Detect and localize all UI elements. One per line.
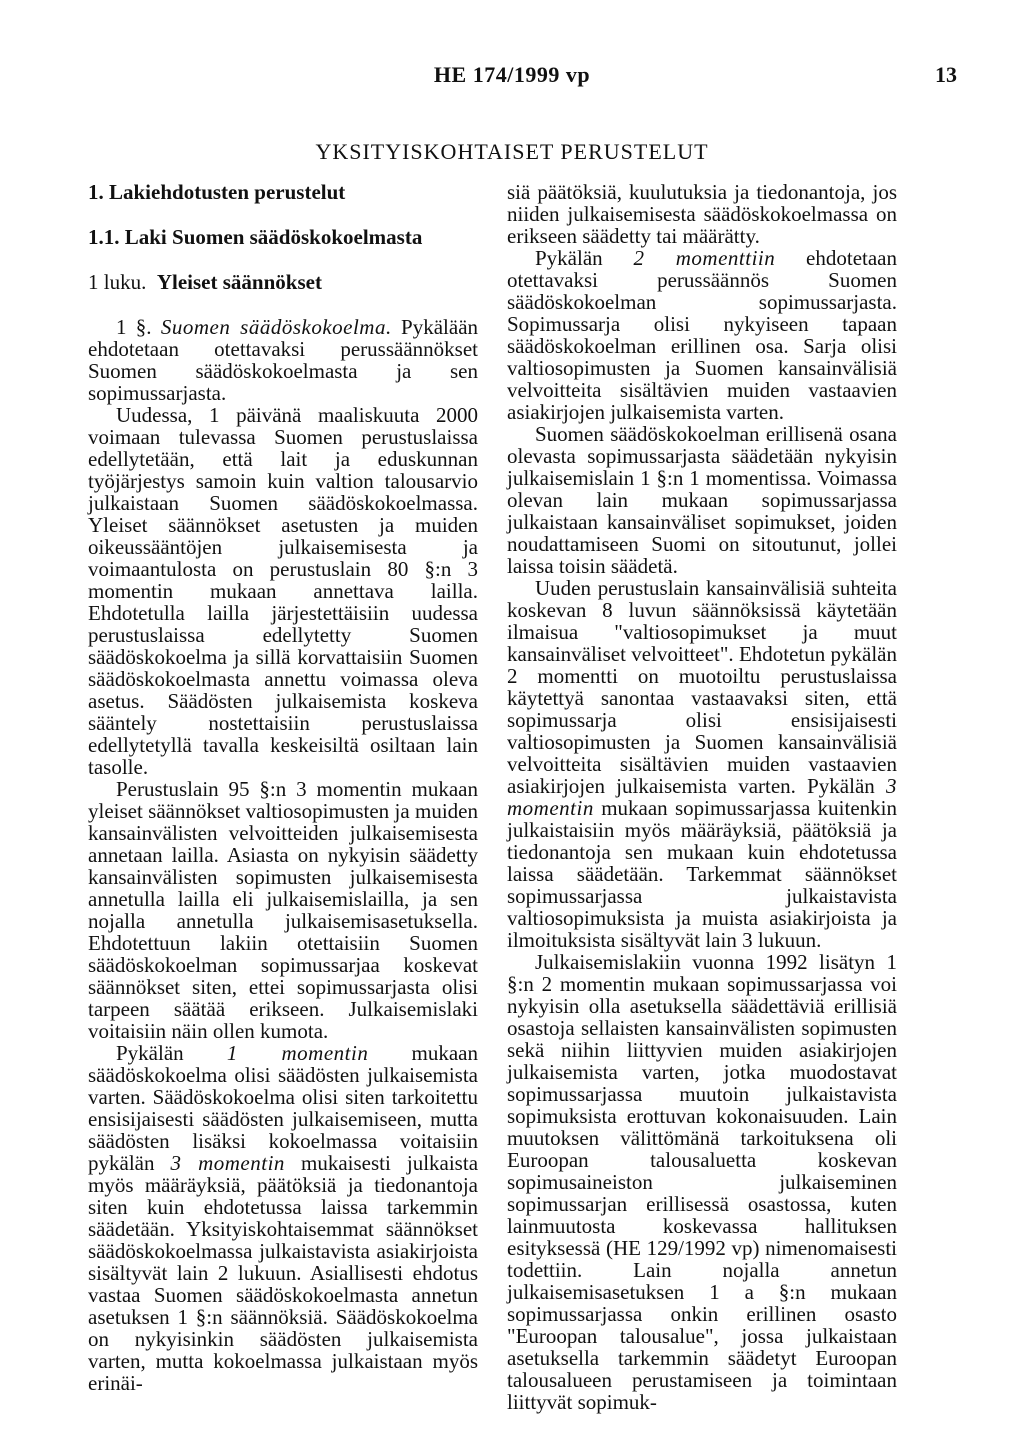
chapter-title: Yleiset säännökset (156, 270, 322, 294)
italic-term: 2 momenttiin (633, 246, 776, 270)
heading-level-1: 1. Lakiehdotusten perustelut (88, 180, 346, 204)
section-sign-label: 1 §. (116, 315, 152, 339)
italic-term: 3 momentin (507, 774, 898, 820)
paragraph: Perustuslain 95 §:n 3 momentin mukaan yleiset säännökset valtiosopimusten ja muiden kansainvälisten velvoitteiden julkaisemisesta annetaan lailla. Asiasta on nykyisin säädetty kansainvälisten sopimusten julkaisemisesta annetulla lailla eli julkaisemislailla, ja sen nojalla annetulla julkaisemisasetuksella. Ehdotettuun lakiin otettaisiin Suomen säädöskokoelman sopimussarjaa koskevat säännökset siten, ettei sopimussarjasta olisi tarpeen säätää erikseen. Julkaisemislaki voitaisiin näin ollen kumota. (88, 777, 478, 1043)
paragraph: Uudessa, 1 päivänä maaliskuuta 2000 voimaan tulevassa Suomen perustuslaissa edellytetään, että lait ja eduskunnan työjärjestys samoin kuin valtion talousarvio julkaistaan Suomen säädöskokoelmassa. Yleiset säännökset asetusten ja muiden oikeussääntöjen julkaisemisesta ja voimaantulosta on perustuslain 80 §:n 3 momentin mukaan annettava lailla. Ehdotetulla lailla järjestettäisiin uudessa perustuslaissa edellytetty Suomen säädöskokoelma ja sillä korvattaisiin Suomen säädöskokoelmasta annettu voimassa oleva asetus. Säädösten julkaisemista koskeva sääntely nostettaisiin perustuslaissa edellytetyllä tavalla keskeisiltä osiltaan lain tasolle. (88, 403, 478, 779)
paragraph-text: Pykälään ehdotetaan otettavaksi perussäännökset Suomen säädöskokoelmasta ja sen sopimussarjasta. (88, 315, 479, 405)
paragraph-text: Uuden perustuslain kansainvälisiä suhteita koskevan 8 luvun säännöksissä käytetään ilmaisua "valtiosopimukset ja muut kansainväliset velvoitteet". Ehdotetun pykälän 2 momentti on muotoiltu perustuslaissa käytettyä sanontaa vastaavaksi siten, että sopimussarja olisi ensisijaisesti valtiosopimusten ja Suomen kansainvälisiä velvoitteita sisältävien muiden vastaavien asiakirjojen julkaisemista varten. Pykälän (507, 576, 897, 798)
paragraph: siä päätöksiä, kuulutuksia ja tiedonantoja, jos niiden julkaisemisesta säädöskokoelmassa on erikseen säädetty tai määrätty. (507, 180, 897, 248)
paragraph: Suomen säädöskokoelman erillisenä osana olevasta sopimussarjasta säädetään nykyisin julkaisemislain 1 §:n 1 momentissa. Voimassa olevan lain mukaan sopimussarjassa julkaistaan kansainväliset sopimukset, joiden noudattamiseen Suomi on sitoutunut, jollei laissa toisin säädetä. (507, 422, 897, 578)
heading-level-3 (88, 271, 478, 293)
paragraph-text: ehdotetaan otettavaksi perussäännös Suomen säädöskokoelman sopimussarjasta. Sopimussarja olisi nykyiseen tapaan säädöskokoelman erillinen osa. Sarja olisi valtiosopimusten ja Suomen kansainvälisiä velvoitteita sisältävien muiden vastaavien asiakirjojen julkaisemista varten. (507, 246, 897, 424)
section-italic-title: Suomen säädöskokoelma. (160, 315, 392, 339)
paragraph (88, 1042, 478, 1394)
right-column (507, 181, 897, 1413)
paragraph-text: mukaisesti julkaista myös määräyksiä, päätöksiä ja tiedonantoja siten kuin ehdotetussa laissa tarkemmin säädetään. Yksityiskohtaisemmat säännökset säädöskokoelmassa julkaistavista asiakirjoista sisältyvät lain 2 lukuun. Asiallisesti ehdotus vastaa Suomen säädöskokoelmasta annetun asetuksen 1 §:n säännöksiä. Säädöskokoelma on nykyisinkin säädösten julkaisemista varten, mutta kokoelmassa julkaistaan myös erinäi- (88, 1151, 479, 1395)
paragraph-text: mukaan säädöskokoelma olisi säädösten julkaisemista varten. Säädöskokoelma olisi siten tarkoitettu ensisijaisesti säädösten julkaisemiseen, mutta säädösten lisäksi kokoelmassa voitaisiin pykälän (88, 1041, 479, 1175)
chapter-number: 1 luku. (88, 270, 147, 294)
paragraph (507, 577, 897, 951)
page-number: 13 (935, 62, 957, 87)
paragraph-text: Pykälän (535, 246, 603, 270)
left-column (88, 181, 478, 1394)
section-title: YKSITYISKOHTAISET PERUSTELUT (315, 139, 709, 164)
italic-term: 1 momentin (226, 1041, 369, 1065)
italic-term: 3 momentin (170, 1151, 285, 1175)
paragraph (507, 247, 897, 423)
paragraph-text: Pykälän (116, 1041, 184, 1065)
heading-level-2: 1.1. Laki Suomen säädöskokoelmasta (88, 225, 423, 249)
paragraph: Julkaisemislakiin vuonna 1992 lisätyn 1 §:n 2 momentin mukaan sopimussarjassa voi nykyisin olla asetuksella säädettäviä erillisiä osastoja sellaisten kansainvälisten sopimusten sekä niihin liittyvien muiden asiakirjojen julkaisemista varten, jotka muodostavat sopimussarjassa muutoin julkaistavista sopimuksista erottuvan kokonaisuuden. Lain muutoksen välittömänä tarkoituksena oli Euroopan talousaluetta koskevan sopimusaineiston julkaiseminen sopimussarjan erillisessä osastossa, kuten lainmuutosta koskevassa hallituksen esityksessä (HE 129/1992 vp) nimenomaisesti todettiin. Lain nojalla annetun julkaisemisasetuksen 1 a §:n mukaan sopimussarjassa onkin erillinen osasto "Euroopan talousalue", jossa julkaistaan asetuksella tarkemmin säädetyt Euroopan talousalueen perustamiseen ja toimintaan liittyvät sopimuk- (507, 950, 897, 1414)
paragraph-section-1 (88, 316, 478, 404)
document-id: HE 174/1999 vp (433, 62, 591, 87)
paragraph-text: mukaan sopimussarjassa kuitenkin julkaistaisiin myös määräyksiä, päätöksiä ja tiedonantoja sen mukaan kuin ehdotetussa laissa säädetään. Tarkemmat säännökset sopimussarjassa julkaistavista valtiosopimuksista ja muista asiakirjoista ja ilmoituksista sisältyvät lain 3 lukuun. (507, 796, 898, 952)
